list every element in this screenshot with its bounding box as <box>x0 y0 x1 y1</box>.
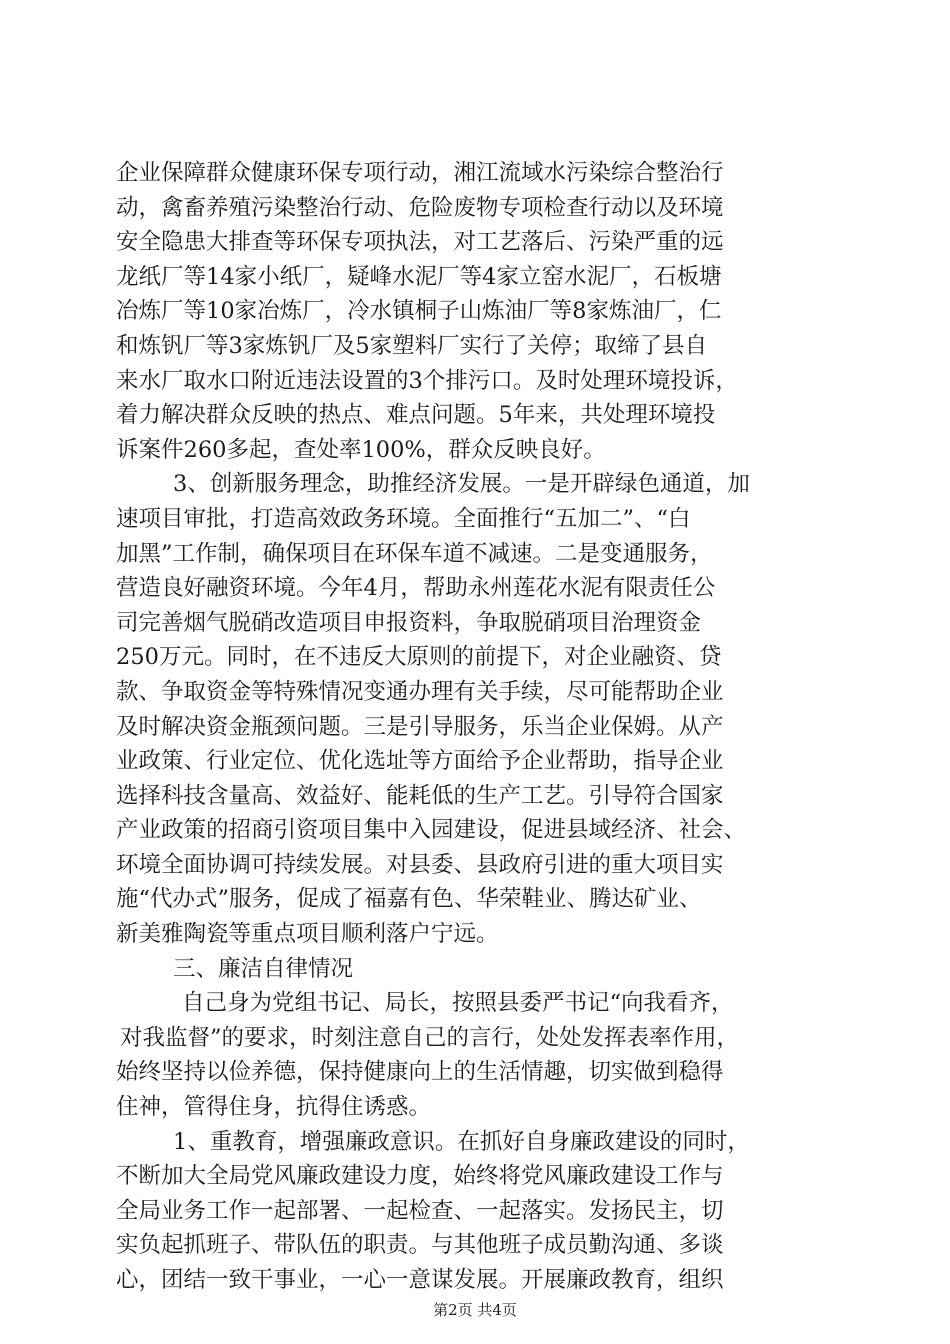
text-line: 选择科技含量高、效益好、能耗低的生产工艺。引导符合国家 <box>116 782 724 809</box>
text-line: 加黑”工作制，确保项目在环保车道不减速。二是变通服务， <box>116 540 713 567</box>
text-line: 及时解决资金瓶颈问题。三是引导服务，乐当企业保姆。从产 <box>116 713 724 740</box>
text-line: 龙纸厂等14家小纸厂，疑峰水泥厂等4家立窑水泥厂，石板塘 <box>116 263 722 290</box>
paragraph-start-line: 3、创新服务理念，助推经济发展。一是开辟绿色通道，加 <box>173 471 750 498</box>
text-line: 250万元。同时，在不违反大原则的前提下，对企业融资、贷 <box>116 644 722 671</box>
text-line: 施“代办式”服务，促成了福嘉有色、华荣鞋业、腾达矿业、 <box>116 886 702 913</box>
text-line: 业政策、行业定位、优化选址等方面给予企业帮助，指导企业 <box>116 748 724 775</box>
text-line: 对我监督”的要求，时刻注意自己的言行，处处发挥表率作用， <box>120 1024 740 1051</box>
body-text <box>116 156 832 1298</box>
text-line: 和炼钒厂等3家炼钒厂及5家塑料厂实行了关停；取缔了县自 <box>116 332 708 359</box>
text-line: 冶炼厂等10家冶炼厂，冷水镇桐子山炼油厂等8家炼油厂，仁 <box>116 298 722 325</box>
paragraph-start-line: 自己身为党组书记、局长，按照县委严书记“向我看齐， <box>182 990 734 1017</box>
section-heading: 三、廉洁自律情况 <box>173 955 354 982</box>
text-line: 心，团结一致干事业，一心一意谋发展。开展廉政教育，组织 <box>116 1267 724 1293</box>
text-line: 安全隐患大排查等环保专项执法，对工艺落后、污染严重的远 <box>116 229 724 256</box>
text-line: 司完善烟气脱硝改造项目申报资料，争取脱硝项目治理资金 <box>116 609 702 636</box>
text-line: 企业保障群众健康环保专项行动，湘江流域水污染综合整治行 <box>116 160 724 186</box>
text-line: 新美雅陶瓷等重点项目顺利落户宁远。 <box>116 921 499 948</box>
text-line: 始终坚持以俭养德，保持健康向上的生活情趣，切实做到稳得 <box>116 1059 724 1086</box>
text-line: 不断加大全局党风廉政建设力度，始终将党风廉政建设工作与 <box>116 1163 724 1190</box>
text-line: 实负起抓班子、带队伍的职责。与其他班子成员勤沟通、多谈 <box>116 1232 724 1259</box>
text-line: 速项目审批，打造高效政务环境。全面推行“五加二”、“白 <box>116 505 691 532</box>
text-line: 产业政策的招商引资项目集中入园建设，促进县域经济、社会、 <box>116 817 747 844</box>
text-line: 动，禽畜养殖污染整治行动、危险废物专项检查行动以及环境 <box>116 194 724 221</box>
paragraph-start-line: 1、重教育，增强廉政意识。在抓好自身廉政建设的同时， <box>173 1128 750 1155</box>
text-line: 着力解决群众反映的热点、难点问题。5年来，共处理环境投 <box>116 402 716 429</box>
text-line: 环境全面协调可持续发展。对县委、县政府引进的重大项目实 <box>116 851 724 878</box>
text-line: 款、争取资金等特殊情况变通办理有关手续，尽可能帮助企业 <box>116 678 724 705</box>
text-line: 住神，管得住身，抗得住诱惑。 <box>116 1094 432 1121</box>
text-line: 诉案件260多起，查处率100%，群众反映良好。 <box>116 436 606 463</box>
text-line: 营造良好融资环境。今年4月，帮助永州莲花水泥有限责任公 <box>116 575 716 602</box>
text-line: 全局业务工作一起部署、一起检查、一起落实。发扬民主，切 <box>116 1197 724 1224</box>
page-number-footer: 第2页 共4页 <box>433 1301 517 1319</box>
text-line: 来水厂取水口附近违法设置的3个排污口。及时处理环境投诉， <box>116 367 738 394</box>
